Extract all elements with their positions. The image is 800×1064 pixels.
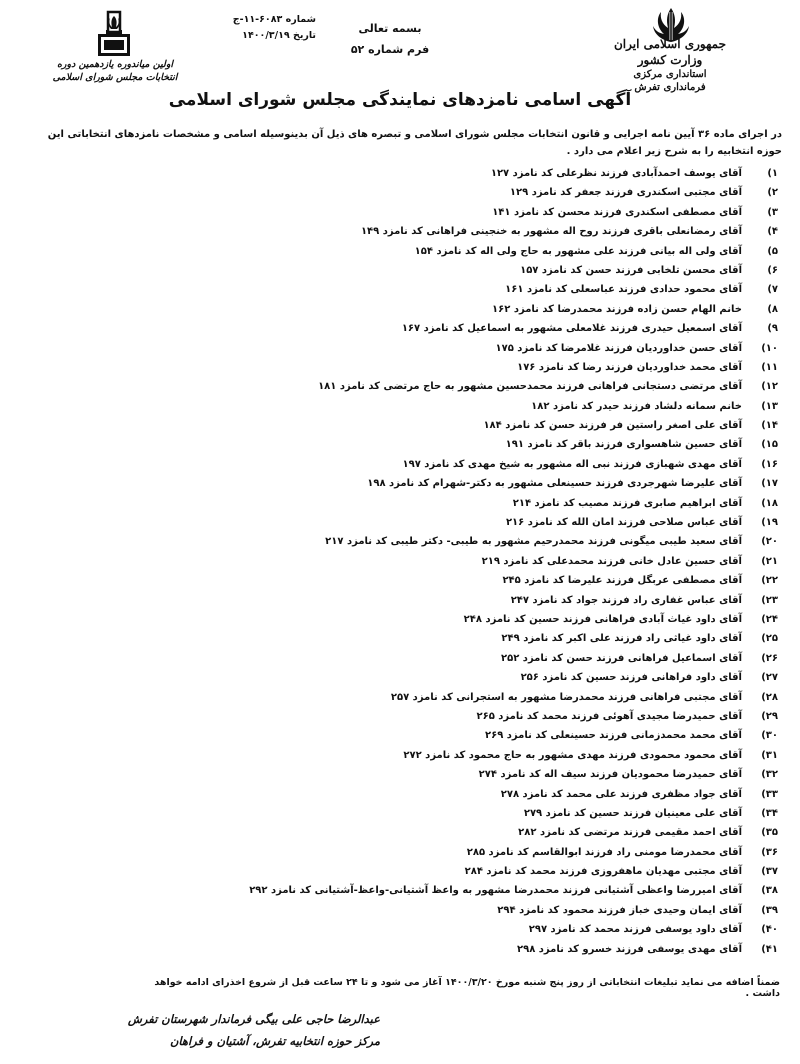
list-item [18,688,778,707]
list-item [18,804,778,823]
list-item [18,901,778,920]
list-item [18,358,778,377]
list-item [18,610,778,629]
candidate-text: آقای ولی اله بیانی فرزند علی مشهور به حاج ولی اله کد نامزد ۱۵۴ [414,245,742,257]
item-number: ۱۵) [761,439,778,451]
ministry-block [610,36,730,94]
list-item [18,203,778,222]
document-date: تاریخ ۱۴۰۰/۳/۱۹ [242,30,316,41]
candidate-text: آقای احمد مقیمی فرزند مرتضی کد نامزد ۲۸۲ [518,827,742,839]
item-number: ۳۹) [761,904,778,916]
candidate-text: آقای محسن تلخابی فرزند حسن کد نامزد ۱۵۷ [520,264,742,276]
item-number: ۲۶) [761,652,778,664]
election-caption [50,58,180,84]
candidate-text: آقای داود فراهانی فرزند حسین کد نامزد ۲۵۶ [520,672,742,684]
item-number: ۹) [767,323,778,335]
candidate-text: آقای حسین عادل خانی فرزند محمدعلی کد نامزد ۲۱۹ [481,555,742,567]
candidate-text: آقای مهدی شهبازی فرزند نبی اله مشهور به شیخ مهدی کد نامزد ۱۹۷ [402,458,742,470]
candidate-text: آقای مصطفی عربگل فرزند علیرضا کد نامزد ۲۴۵ [502,575,742,587]
candidate-text: آقای علیرضا شهرجردی فرزند حسینعلی مشهور به دکتر-شهرام کد نامزد ۱۹۸ [367,478,742,490]
item-number: ۸) [767,303,778,315]
candidate-text: خانم الهام حسن زاده فرزند محمدرضا کد نامزد ۱۶۲ [492,303,742,315]
candidate-text: آقای محمود محمودی فرزند مهدی مشهور به حاج محمود کد نامزد ۲۷۲ [403,749,742,761]
item-number: ۱۷) [761,478,778,490]
item-number: ۱۳) [761,400,778,412]
ministry-line: وزارت کشور [637,53,703,67]
page-title: آگهی اسامی نامزدهای نمایندگی مجلس شورای اسلامی [168,90,632,110]
governorate-line: فرمانداری تفرش [634,82,706,93]
item-number: ۱۱) [761,361,778,373]
list-item [18,668,778,687]
list-item [18,940,778,959]
item-number: ۳۱) [761,749,778,761]
ballot-box-icon [92,8,136,58]
item-number: ۲۹) [761,710,778,722]
item-number: ۲) [767,187,778,199]
document-meta [196,12,316,44]
candidate-text: آقای امیررضا واعظی آشتیانی فرزند محمدرضا مشهور به واعظ آشتیانی-واعظ-آشتیانی کد نامزد ۲۹۲ [249,885,742,897]
list-item [18,474,778,493]
candidate-text: آقای مرتضی دستجانی فراهانی فرزند محمدحسین مشهور به حاج مرتضی کد نامزد ۱۸۱ [318,381,742,393]
signature-line: عبدالرضا حاجی علی بیگی فرماندار شهرستان تفرش [127,1012,380,1026]
item-number: ۳۷) [761,866,778,878]
list-item [18,862,778,881]
list-item [18,164,778,183]
list-item [18,765,778,784]
list-item [18,746,778,765]
candidate-text: آقای مجتبی فراهانی فرزند محمدرضا مشهور به استجرانی کد نامزد ۲۵۷ [390,691,742,703]
item-number: ۲۰) [761,536,778,548]
candidate-text: آقای اسماعیل فراهانی فرزند حسن کد نامزد ۲۵۲ [501,652,742,664]
item-number: ۵) [767,245,778,257]
item-number: ۴) [767,226,778,238]
candidate-text: آقای حمیدرضا محمودیان فرزند سیف اله کد نامزد ۲۷۴ [478,769,742,781]
list-item [18,416,778,435]
list-item [18,397,778,416]
list-item [18,222,778,241]
candidate-text: آقای رمضانعلی باقری فرزند روح اله مشهور به خنجینی فراهانی کد نامزد ۱۴۹ [360,226,742,238]
candidate-text: آقای عباس صلاحی فرزند امان الله کد نامزد ۲۱۶ [505,517,742,529]
list-item [18,242,778,261]
item-number: ۳) [767,206,778,218]
list-item [18,261,778,280]
candidate-text: آقای ابراهیم صابری فرزند مصیب کد نامزد ۲۱۴ [512,497,742,509]
item-number: ۲۸) [761,691,778,703]
candidate-text: آقای حمیدرضا مجیدی آهوئی فرزند محمد کد نامزد ۲۶۵ [476,710,742,722]
list-item [18,571,778,590]
list-item [18,494,778,513]
signature-block [60,1008,380,1052]
item-number: ۳۲) [761,769,778,781]
item-number: ۲۱) [761,555,778,567]
candidate-text: آقای عباس غفاری راد فرزند جواد کد نامزد ۲۴۷ [510,594,742,606]
bismillah: بسمه تعالی [358,22,422,35]
candidate-text: آقای مجتبی مهدیان ماهفروزی فرزند محمد کد نامزد ۲۸۴ [464,866,742,878]
list-item [18,377,778,396]
intro-paragraph: در اجرای ماده ۳۶ آیین نامه اجرایی و قانون انتخابات مجلس شورای اسلامی و تبصره های ذیل آن بدینوسیله اسامی و مشخصات نامزدهای انتخاباتی این حوزه انتخابیه را به شرح زیر اعلام می دارد . [47,129,782,157]
item-number: ۳۸) [761,885,778,897]
list-item [18,591,778,610]
list-item [18,920,778,939]
candidate-text: آقای اسمعیل حیدری فرزند غلامعلی مشهور به اسماعیل کد نامزد ۱۶۷ [401,323,742,335]
item-number: ۲۷) [761,672,778,684]
item-number: ۷) [767,284,778,296]
document-number: شماره ۶۰۸۳-۱۱-ج [232,14,316,25]
list-item [18,455,778,474]
candidate-text: آقای محمود حدادی فرزند عباسعلی کد نامزد ۱۶۱ [505,284,742,296]
item-number: ۱۸) [761,497,778,509]
list-item [18,881,778,900]
list-item [18,183,778,202]
item-number: ۱۴) [761,420,778,432]
candidate-text: آقای حسین شاهسواری فرزند باقر کد نامزد ۱۹۱ [505,439,742,451]
candidate-text: آقای ایمان وحیدی خباز فرزند محمود کد نامزد ۲۹۴ [497,904,742,916]
item-number: ۲۲) [761,575,778,587]
item-number: ۲۳) [761,594,778,606]
candidate-text: آقای مهدی یوسفی فرزند خسرو کد نامزد ۲۹۸ [516,943,742,955]
candidate-text: آقای محمدرضا مومنی راد فرزند ابوالقاسم کد نامزد ۲۸۵ [466,846,742,858]
signature-line: مرکز حوزه انتخابیه تفرش، آشتیان و فراهان [169,1034,380,1048]
list-item [18,339,778,358]
list-item [18,319,778,338]
form-header [330,22,450,56]
election-caption-line: انتخابات مجلس شورای اسلامی [52,72,178,83]
list-item [18,280,778,299]
form-number: فرم شماره ۵۲ [350,43,430,56]
list-item [18,707,778,726]
candidate-list [18,164,778,959]
list-item [18,532,778,551]
candidate-text: آقای محمد محمدزمانی فرزند حسینعلی کد نامزد ۲۶۹ [484,730,742,742]
item-number: ۳۳) [761,788,778,800]
election-caption-line: اولین میاندوره یازدهمین دوره [56,59,174,70]
list-item [18,785,778,804]
item-number: ۱۲) [761,381,778,393]
ministry-line: جمهوری اسلامی ایران [613,37,727,51]
candidate-text: آقای علی اصغر راستین فر فرزند حسن کد نامزد ۱۸۴ [483,420,742,432]
candidate-text: آقای داود غیاث آبادی فراهانی فرزند حسین کد نامزد ۲۴۸ [463,613,742,625]
item-number: ۲۴) [761,613,778,625]
candidate-text: آقای سعید طیبی میگونی فرزند محمدرحیم مشهور به طیبی- دکتر طیبی کد نامزد ۲۱۷ [325,536,742,548]
candidate-text: آقای حسن خداوردیان فرزند غلامرضا کد نامزد ۱۷۵ [495,342,742,354]
list-item [18,629,778,648]
list-item [18,843,778,862]
list-item [18,435,778,454]
item-number: ۴۱) [761,943,778,955]
item-number: ۴۰) [761,924,778,936]
campaign-note: ضمناً اضافه می نماید تبلیغات انتخاباتی از روز پنج شنبه مورخ ۱۴۰۰/۳/۲۰ آغاز می شود و تا ۲۴ ساعت قبل از شروع اخذرای ادامه خواهد داشت . [154,977,780,999]
candidate-text: آقای محمد خداوردیان فرزند رضا کد نامزد ۱۷۶ [517,361,742,373]
item-number: ۳۵) [761,827,778,839]
item-number: ۱۹) [761,517,778,529]
candidate-text: آقای داود یوسفی فرزند محمد کد نامزد ۲۹۷ [528,924,742,936]
list-item [18,649,778,668]
list-item [18,726,778,745]
governorate-line: استانداری مرکزی [633,69,707,80]
candidate-text: آقای یوسف احمدآبادی فرزند نظرعلی کد نامزد ۱۲۷ [490,168,742,179]
item-number: ۱۶) [761,458,778,470]
candidate-text: آقای جواد مظفری فرزند علی محمد کد نامزد ۲۷۸ [500,788,742,800]
candidate-text: آقای داود غیاثی راد فرزند علی اکبر کد نامزد ۲۴۹ [501,633,742,645]
item-number: ۳۰) [761,730,778,742]
list-item [18,300,778,319]
item-number: ۳۶) [761,846,778,858]
list-item [18,823,778,842]
candidate-text: آقای مصطفی اسکندری فرزند محسن کد نامزد ۱۴۱ [492,206,742,218]
candidate-text: خانم سمانه دلشاد فرزند حیدر کد نامزد ۱۸۲ [531,400,742,412]
list-item [18,552,778,571]
item-number: ۱) [767,168,778,179]
item-number: ۱۰) [761,342,778,354]
candidate-text: آقای مجتبی اسکندری فرزند جعفر کد نامزد ۱۲۹ [509,187,742,199]
item-number: ۲۵) [761,633,778,645]
candidate-text: آقای علی معینیان فرزند حسین کد نامزد ۲۷۹ [523,807,742,819]
item-number: ۶) [767,264,778,276]
item-number: ۳۴) [761,807,778,819]
list-item [18,513,778,532]
